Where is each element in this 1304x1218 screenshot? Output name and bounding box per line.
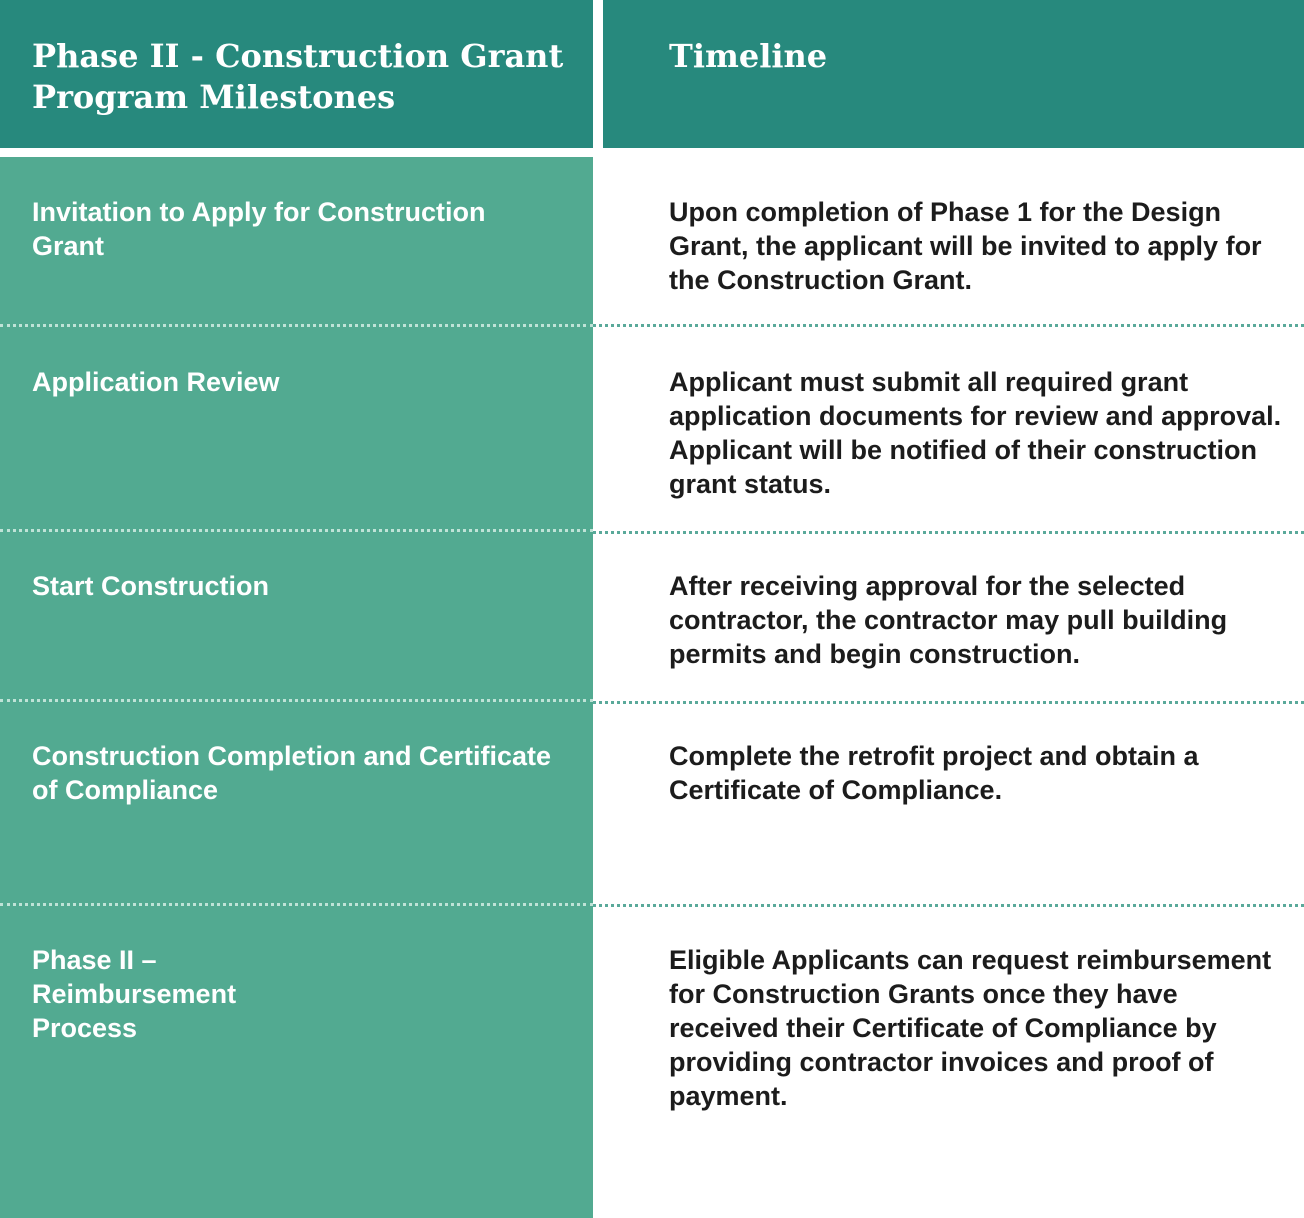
row-divider xyxy=(0,529,593,532)
milestones-column-header xyxy=(0,0,593,148)
row-divider xyxy=(593,701,1304,704)
timeline-cell: Eligible Applicants can request reimbursement for Construction Grants once they have received their Certificate of Compliance by providing contractor invoices and proof of payment. xyxy=(669,945,1272,1111)
milestone-cell: Application Review xyxy=(32,367,280,397)
header-separator xyxy=(0,148,593,157)
milestones-column-background xyxy=(0,157,593,1218)
timeline-cell: Complete the retrofit project and obtain a Certificate of Compliance. xyxy=(669,741,1199,805)
row-divider xyxy=(0,699,593,702)
row-divider xyxy=(593,324,1304,327)
row-divider xyxy=(593,531,1304,534)
row-divider xyxy=(593,904,1304,907)
timeline-column-header xyxy=(603,0,1304,148)
row-divider xyxy=(0,324,593,327)
timeline-cell: Applicant must submit all required grant application documents for review and approval. Applicant will be notified of their construction grant status. xyxy=(669,367,1282,499)
timeline-cell: After receiving approval for the selected contractor, the contractor may pull building permits and begin construction. xyxy=(669,571,1228,669)
milestone-cell: Phase II – Reimbursement Process xyxy=(32,945,237,1043)
milestone-cell: Construction Completion and Certificate of Compliance xyxy=(32,741,552,805)
row-divider xyxy=(0,903,593,906)
timeline-cell: Upon completion of Phase 1 for the Design Grant, the applicant will be invited to apply for the Construction Grant. xyxy=(669,197,1262,295)
milestone-cell: Invitation to Apply for Construction Grant xyxy=(32,197,486,261)
milestone-cell: Start Construction xyxy=(32,571,270,601)
milestones-header-text: Phase II - Construction Grant Program Milestones xyxy=(32,37,564,116)
timeline-header-text: Timeline xyxy=(669,37,828,75)
